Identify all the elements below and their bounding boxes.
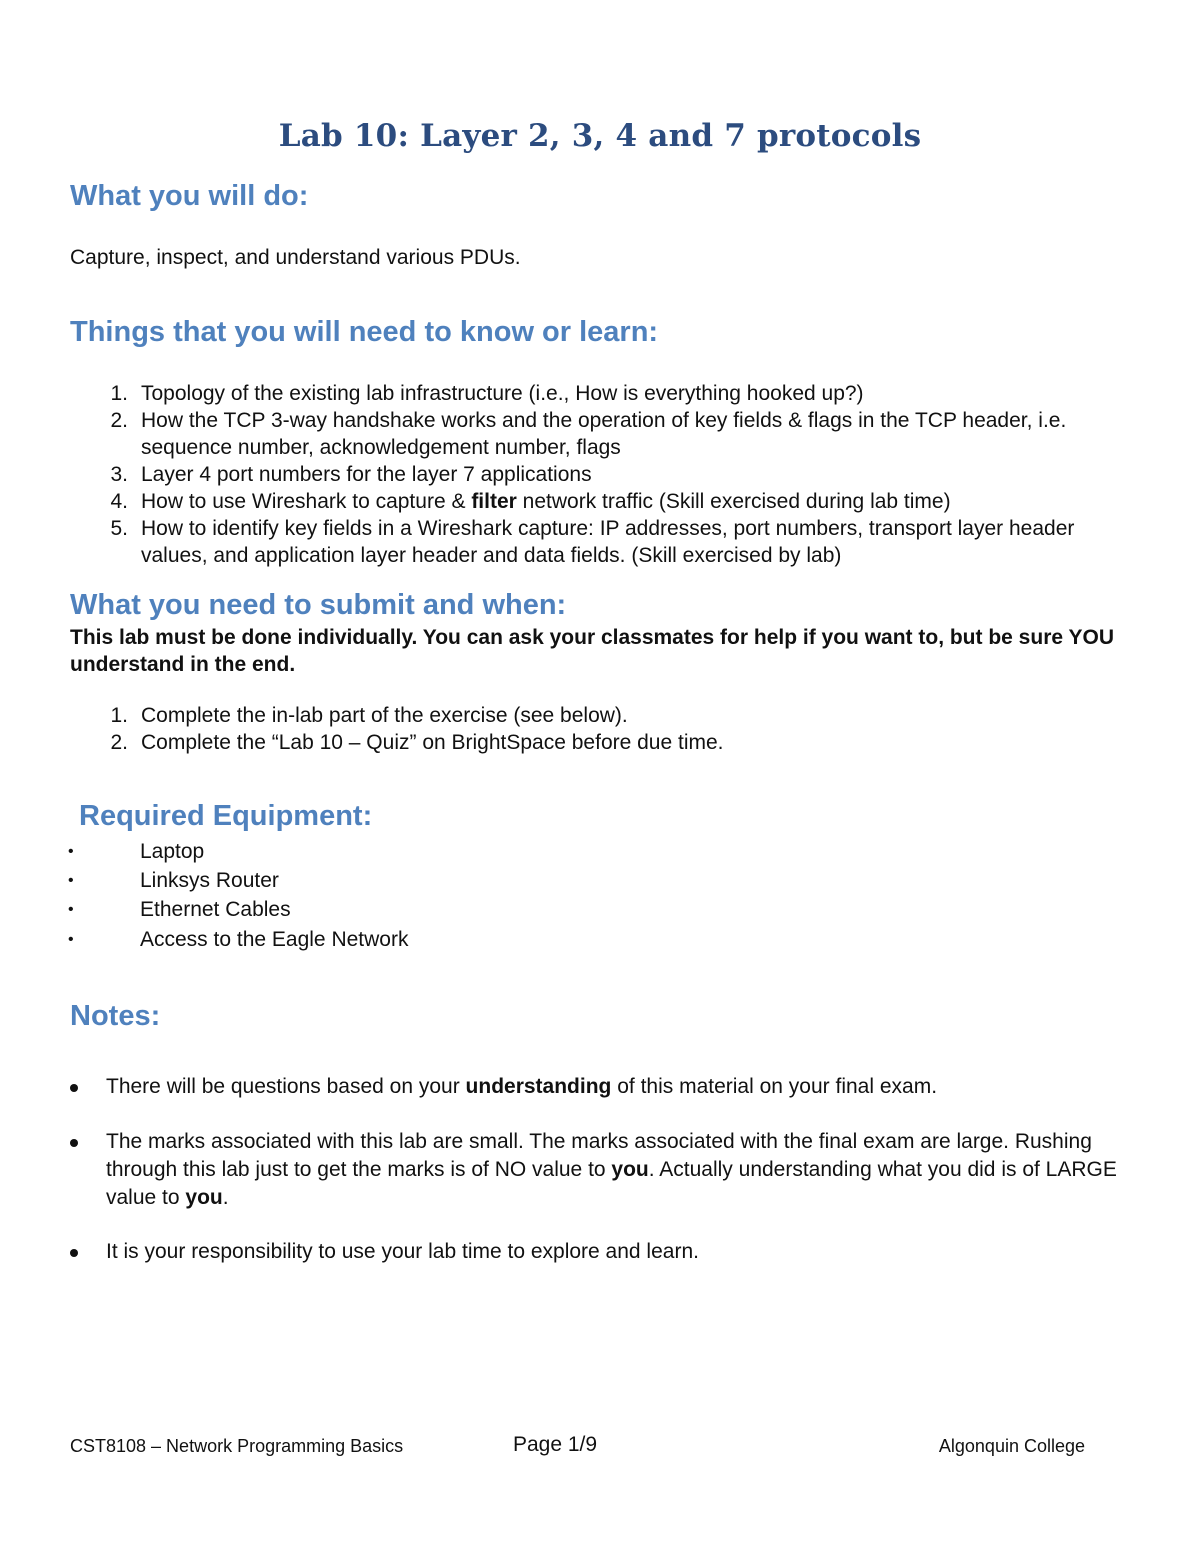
bullet-dot-icon [70,1249,78,1257]
list-item [68,896,291,924]
list-number: 2. [110,409,128,432]
list-text: Complete the in-lab part of the exercise (see below). [141,704,628,727]
list-text [141,488,1124,515]
note-text-part: . [222,1186,229,1209]
list-text: Complete the “Lab 10 – Quiz” on BrightSpace before due time. [141,731,724,754]
note-text: It is your responsibility to use your lab time to explore and learn. [106,1240,699,1263]
note-text-pre: There will be questions based on your [106,1075,466,1098]
list-item [68,867,279,895]
list-text-pre: How to use Wireshark to capture & [141,490,472,513]
bullet-icon: • [68,931,74,948]
list-number: 4. [110,490,128,513]
list-number: 1. [110,704,128,727]
note-text-bold: understanding [465,1075,612,1098]
equipment-item: Linksys Router [140,869,279,892]
heading-what-you-will-do: What you will do: [70,180,309,212]
bullet-icon: • [68,872,74,889]
list-item [104,407,1124,461]
bullet-dot-icon [70,1139,78,1147]
list-number: 1. [110,382,128,405]
note-text-post: of this material on your final exam. [611,1075,938,1098]
document-title: Lab 10: Layer 2, 3, 4 and 7 protocols [278,118,922,154]
list-number: 5. [110,517,128,540]
list-text-post: network traffic (Skill exercised during lab time) [516,490,951,513]
note-item [70,1238,1140,1266]
footer-page-number: Page 1/9 [513,1433,598,1456]
note-item [70,1128,1140,1212]
note-text-bold: you [185,1186,223,1209]
note-text-bold: you [611,1158,649,1181]
bullet-icon: • [68,901,74,918]
list-item [104,461,1124,488]
list-item [104,488,1124,515]
list-item [68,926,408,954]
note-item [70,1073,1140,1101]
list-item [104,729,1124,756]
equipment-item: Laptop [140,840,205,863]
list-item [68,838,204,866]
what-you-will-do-text: Capture, inspect, and understand various PDUs. [70,246,521,269]
heading-things-to-know: Things that you will need to know or learn: [70,316,659,348]
bullet-dot-icon [70,1084,78,1092]
list-item [104,380,1124,407]
list-text: How the TCP 3-way handshake works and the operation of key fields & flags in the TCP header, i.e. sequence number, acknowledgement number, flags [141,409,1067,459]
footer-course: CST8108 – Network Programming Basics [70,1436,404,1456]
list-text: Layer 4 port numbers for the layer 7 applications [141,463,592,486]
list-number: 2. [110,731,128,754]
list-number: 3. [110,463,128,486]
list-item [104,515,1124,569]
list-text: Topology of the existing lab infrastructure (i.e., How is everything hooked up?) [141,382,864,405]
note-text [106,1073,1140,1101]
submit-instruction: This lab must be done individually. You can ask your classmates for help if you want to, but be sure YOU understand in the end. [70,626,1115,676]
footer-college: Algonquin College [938,1436,1085,1456]
equipment-item: Ethernet Cables [140,898,291,921]
heading-submit: What you need to submit and when: [70,589,567,621]
note-text [106,1128,1140,1212]
heading-required-equipment: Required Equipment: [79,800,373,832]
list-text-bold: filter [471,490,517,513]
bullet-icon: • [68,843,74,860]
list-item [104,702,1124,729]
equipment-item: Access to the Eagle Network [140,928,409,951]
note-text-part: . Actually understanding what you did is of LARGE value to [106,1158,1117,1209]
note-text-part: The marks associated with this lab are small. The marks associated with the final exam are large. Rushing through this lab just to get the marks is of NO value to [106,1130,1092,1181]
heading-notes: Notes: [70,1000,161,1032]
list-text: How to identify key fields in a Wireshark capture: IP addresses, port numbers, transport layer header values, and application layer header and data fields. (Skill exercised by lab) [141,517,1075,567]
